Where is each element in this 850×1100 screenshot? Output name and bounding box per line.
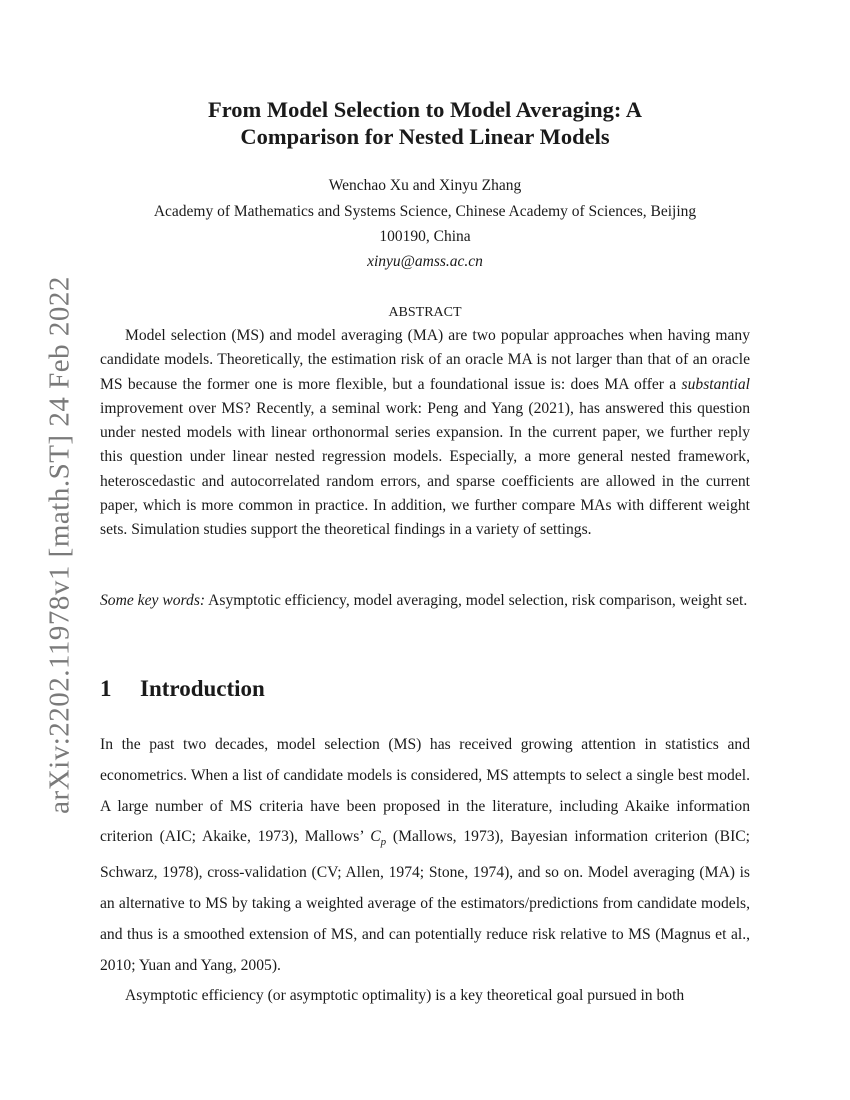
- keywords: [100, 589, 750, 613]
- arxiv-identifier: arXiv:2202.11978v1 [math.ST] 24 Feb 2022: [43, 276, 76, 814]
- title-line-2: Comparison for Nested Linear Models: [240, 124, 610, 149]
- math-c: C: [370, 828, 381, 846]
- abstract-heading: ABSTRACT: [388, 305, 462, 320]
- intro-p1-part1: In the past two decades, model selection (MS) has received growing attention in statistics and econometrics. When a list of candidate models is considered, MS attempts to select a single best model. A large number of MS criteria have been proposed in the literature, including Akaike information criterion (AIC; Akaike, 1973), Mallows’: [100, 736, 750, 846]
- affiliation-line-2: 100190, China: [379, 228, 471, 245]
- abstract-text-part1: Model selection (MS) and model averaging (MA) are two popular approaches when having many candidate models. Theoretically, the estimation risk of an oracle MA is not larger than that of an oracle MS because the former one is more flexible, but a foundational issue is: does MA offer a: [100, 327, 750, 393]
- abstract-text-part2: improvement over MS? Recently, a seminal work: Peng and Yang (2021), has answered this question under nested models with linear orthonormal series expansion. In the current paper, we further reply this question under linear nested regression models. Especially, a more general nested framework, heteroscedastic and autocorrelated random errors, and sparse coefficients are allowed in the current paper, which is more common in practice. In addition, we further compare MAs with different weight sets. Simulation studies support the theoretical findings in a variety of settings.: [100, 399, 750, 539]
- author-email[interactable]: xinyu@amss.ac.cn: [367, 253, 483, 270]
- abstract-emphasis: substantial: [681, 375, 750, 393]
- intro-paragraph-1: [100, 730, 750, 981]
- intro-paragraph-2: Asymptotic efficiency (or asymptotic optimality) is a key theoretical goal pursued in both: [125, 987, 685, 1005]
- abstract-text: [100, 324, 750, 543]
- intro-body: [100, 730, 750, 1012]
- title-line-1: From Model Selection to Model Averaging: A: [207, 97, 643, 122]
- keywords-label: Some key words:: [100, 592, 206, 609]
- paper-title: [100, 96, 750, 150]
- authors: Wenchao Xu and Xinyu Zhang: [328, 177, 522, 194]
- math-sub-p: p: [380, 836, 387, 849]
- section-number: 1: [100, 676, 112, 701]
- section-title: Introduction: [140, 676, 265, 701]
- section-heading: [100, 676, 265, 702]
- intro-p1-part2: (Mallows, 1973), Bayesian information criterion (BIC; Schwarz, 1978), cross-validation (CV; Allen, 1974; Stone, 1974), and so on. Model averaging (MA) is an alternative to MS by taking a weighted average of the estimators/predictions from candidate models, and thus is a smoothed extension of MS, and can potentially reduce risk relative to MS (Magnus et al., 2010; Yuan and Yang, 2005).: [100, 828, 750, 974]
- math-cp: [370, 828, 387, 849]
- keywords-text: Asymptotic efficiency, model averaging, model selection, risk comparison, weight set.: [205, 592, 748, 609]
- affiliation-line-1: Academy of Mathematics and Systems Science, Chinese Academy of Sciences, Beijing: [153, 203, 697, 220]
